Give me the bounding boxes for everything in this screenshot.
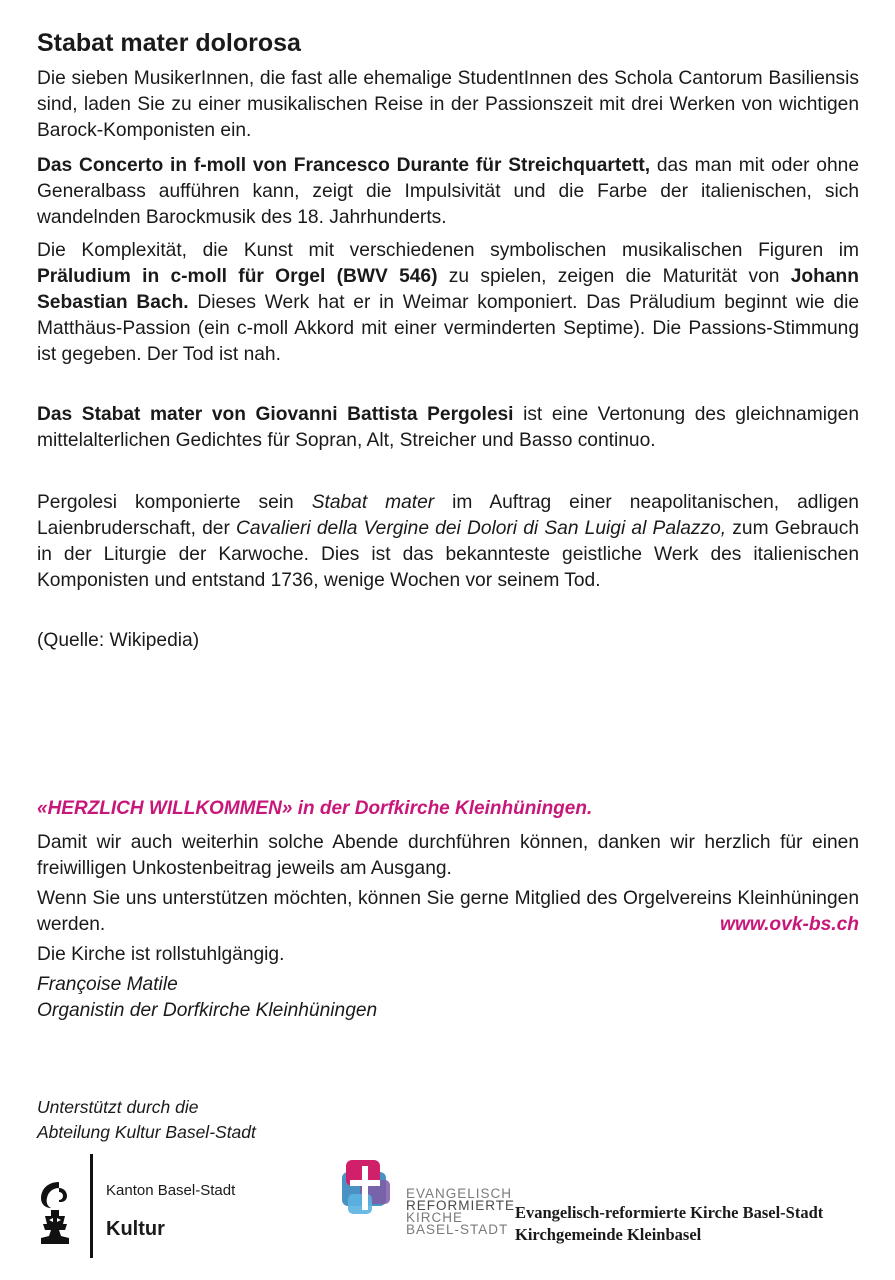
bach-work-title: Präludium in c-moll für Orgel (BWV 546) bbox=[37, 266, 438, 287]
membership-text: Wenn Sie uns unterstützen möchten, können Sie gerne Mitglied des Orgelvereins Kleinhüningen werden. bbox=[37, 888, 859, 935]
website-link[interactable]: www.ovk-bs.ch bbox=[720, 914, 859, 935]
erk-line-1: EVANGELISCH bbox=[406, 1186, 513, 1201]
history-text-a: Pergolesi komponierte sein bbox=[37, 492, 312, 513]
erk-cross-logo-icon bbox=[336, 1158, 396, 1218]
church-line-1: Evangelisch-reformierte Kirche Basel-Stadt bbox=[515, 1203, 824, 1222]
erk-line-2: REFORMIERTE bbox=[406, 1198, 516, 1213]
signature bbox=[37, 972, 377, 1024]
bach-composer: Johann Sebastian Bach. bbox=[37, 266, 859, 313]
support-line-2: Abteilung Kultur Basel-Stadt bbox=[37, 1122, 256, 1142]
source-note: (Quelle: Wikipedia) bbox=[37, 630, 200, 651]
history-paragraph bbox=[37, 490, 859, 594]
history-text-e: zum Gebrauch in der Liturgie der Karwoche. Dies ist das bekannteste geistliche Werk des italienischen Komponisten und entstand 1736, wenige Wochen vor seinem Tod. bbox=[37, 518, 859, 591]
page-title: Stabat mater dolorosa bbox=[37, 29, 301, 57]
support-note bbox=[37, 1095, 256, 1145]
erk-logo bbox=[336, 1158, 516, 1248]
kanton-name: Kanton Basel-Stadt bbox=[106, 1182, 236, 1199]
intro-paragraph: Die sieben MusikerInnen, die fast alle ehemalige StudentInnen des Schola Cantorum Basiliensis sind, laden Sie zu einer musikalischen Reise in der Passionszeit mit drei Werken von wichtigen Barock-Komponisten ein. bbox=[37, 68, 859, 141]
durante-paragraph bbox=[37, 153, 859, 231]
divider-line bbox=[90, 1154, 93, 1258]
erk-line-4: BASEL-STADT bbox=[406, 1222, 509, 1237]
membership-paragraph bbox=[37, 886, 859, 938]
welcome-heading: «HERZLICH WILLKOMMEN» in der Dorfkirche Kleinhüningen. bbox=[37, 798, 593, 819]
bach-text-e: Dieses Werk hat er in Weimar komponiert. Das Präludium beginnt wie die Matthäus-Passion (ein c-moll Akkord mit einer verminderten Septime). Die Passions-Stimmung ist gegeben. Der Tod ist nah. bbox=[37, 292, 860, 365]
bach-paragraph bbox=[37, 238, 859, 368]
bach-text-a: Die Komplexität, die Kunst mit verschiedenen symbolischen musikalischen Figuren im bbox=[37, 240, 859, 261]
support-line-1: Unterstützt durch die bbox=[37, 1097, 199, 1117]
history-brotherhood: Cavalieri della Vergine dei Dolori di San Luigi al Palazzo, bbox=[236, 518, 727, 539]
accessibility-note: Die Kirche ist rollstuhlgängig. bbox=[37, 944, 285, 965]
bach-text-c: zu spielen, zeigen die Maturität von bbox=[437, 266, 791, 287]
signature-name: Françoise Matile bbox=[37, 974, 178, 995]
church-line-2: Kirchgemeinde Kleinbasel bbox=[515, 1225, 702, 1244]
pergolesi-text: ist eine Vertonung des gleichnamigen mittelalterlichen Gedichtes für Sopran, Alt, Streicher und Basso continuo. bbox=[37, 404, 859, 451]
pergolesi-paragraph bbox=[37, 402, 859, 454]
history-text-c: im Auftrag einer neapolitanischen, adligen Laienbruderschaft, der bbox=[37, 492, 859, 539]
church-name bbox=[515, 1202, 823, 1246]
kanton-department: Kultur bbox=[106, 1218, 165, 1240]
durante-heading: Das Concerto in f-moll von Francesco Durante für Streichquartett, bbox=[37, 155, 651, 176]
donation-paragraph: Damit wir auch weiterhin solche Abende durchführen können, danken wir herzlich für einen freiwilligen Unkostenbeitrag jeweils am Ausgang. bbox=[37, 832, 859, 879]
durante-text: das man mit oder ohne Generalbass aufführen kann, zeigt die Impulsivität und die Farbe der italienischen, sich wandelnden Barockmusik des 18. Jahrhunderts. bbox=[37, 155, 859, 228]
history-work-title: Stabat mater bbox=[311, 492, 435, 513]
erk-line-3: KIRCHE bbox=[406, 1210, 464, 1225]
signature-role: Organistin der Dorfkirche Kleinhüningen bbox=[37, 1000, 378, 1021]
basel-crozier-icon bbox=[37, 1180, 73, 1250]
pergolesi-heading: Das Stabat mater von Giovanni Battista Pergolesi bbox=[37, 404, 514, 425]
kanton-basel-logo bbox=[37, 1150, 297, 1260]
